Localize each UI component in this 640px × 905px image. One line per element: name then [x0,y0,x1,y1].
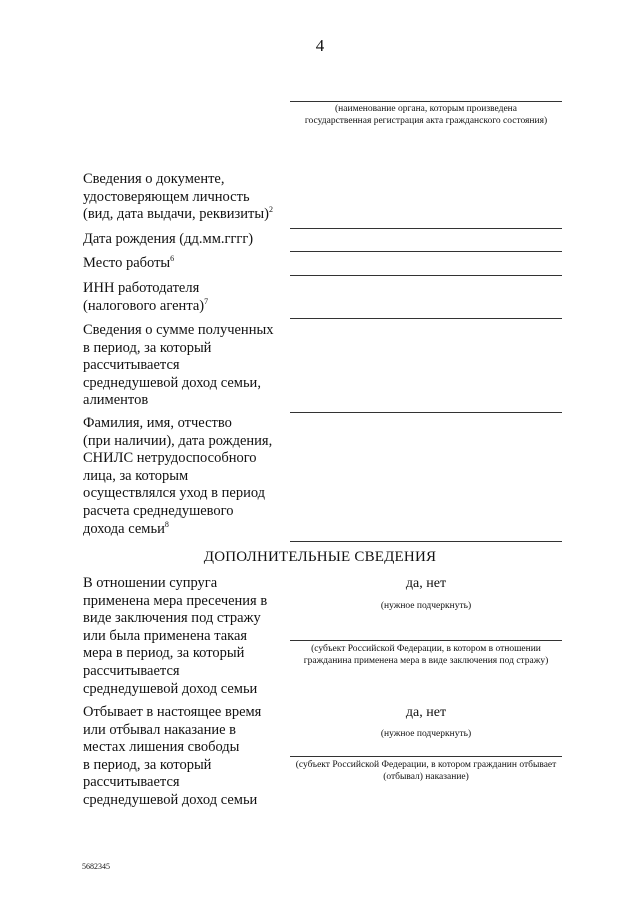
registry-authority-caption: (наименование органа, которым произведена государственная регистрация акта гражданского состояния) [304,104,548,126]
serving-sentence-answer-hint: (нужное подчеркнуть) [380,729,472,739]
serving-sentence-label: Отбывает в настоящее время или отбывал наказание в местах лишения свободы в период, за который рассчитывается среднедушевой доход семьи [83,704,262,808]
serving-sentence-region-field[interactable] [290,756,562,757]
employer-inn-label: ИНН работодателя (налогового агента)$^7$ [83,280,209,314]
spouse-detention-answer[interactable]: да, нет [405,576,447,591]
page-number: 4 [315,36,325,55]
dependent-label: Фамилия, имя, отчество (при наличии), дата рождения, СНИЛС нетрудоспособного лица, за которым осуществлялся уход в период расчета среднедушевого дохода семьи$^8$ [83,415,273,537]
id-document-label: Сведения о документе, удостоверяющем личность (вид, дата выдачи, реквизиты)$^2$ [83,171,273,223]
serving-sentence-region-caption: (субъект Российской Федерации, в котором гражданин отбывает (отбывал) наказание) [295,760,557,782]
registry-authority-line [290,101,562,102]
section-title: ДОПОЛНИТЕЛЬНЫЕ СВЕДЕНИЯ [203,549,437,565]
footnote-ref: 6 [170,254,175,263]
footnote-ref: 2 [268,205,273,215]
id-document-field[interactable] [290,228,562,229]
serving-sentence-answer[interactable]: да, нет [405,705,447,720]
footnote-ref: 8 [164,519,169,529]
spouse-detention-label: В отношении супруга применена мера пресечения в виде заключения под стражу или была применена такая мера в период, за который рассчитывается среднедушевой доход семьи [83,575,268,697]
spouse-detention-region-caption: (субъект Российской Федерации, в котором в отношении гражданина применена мера в виде заключения под стражу) [303,644,549,666]
workplace-field[interactable] [290,275,562,276]
workplace-label: Место работы$^6$ [83,254,175,271]
birth-date-field[interactable] [290,251,562,252]
dependent-field[interactable] [290,541,562,542]
spouse-detention-answer-hint: (нужное подчеркнуть) [380,601,472,611]
alimony-field[interactable] [290,412,562,413]
birth-date-label: Дата рождения (дд.мм.гггг) [83,231,254,247]
spouse-detention-region-field[interactable] [290,640,562,641]
alimony-label: Сведения о сумме полученных в период, за который рассчитывается среднедушевой доход семьи, алиментов [83,322,274,409]
footnote-ref: 7 [204,296,209,306]
footer-code: 5682345 [82,862,110,871]
employer-inn-field[interactable] [290,318,562,319]
